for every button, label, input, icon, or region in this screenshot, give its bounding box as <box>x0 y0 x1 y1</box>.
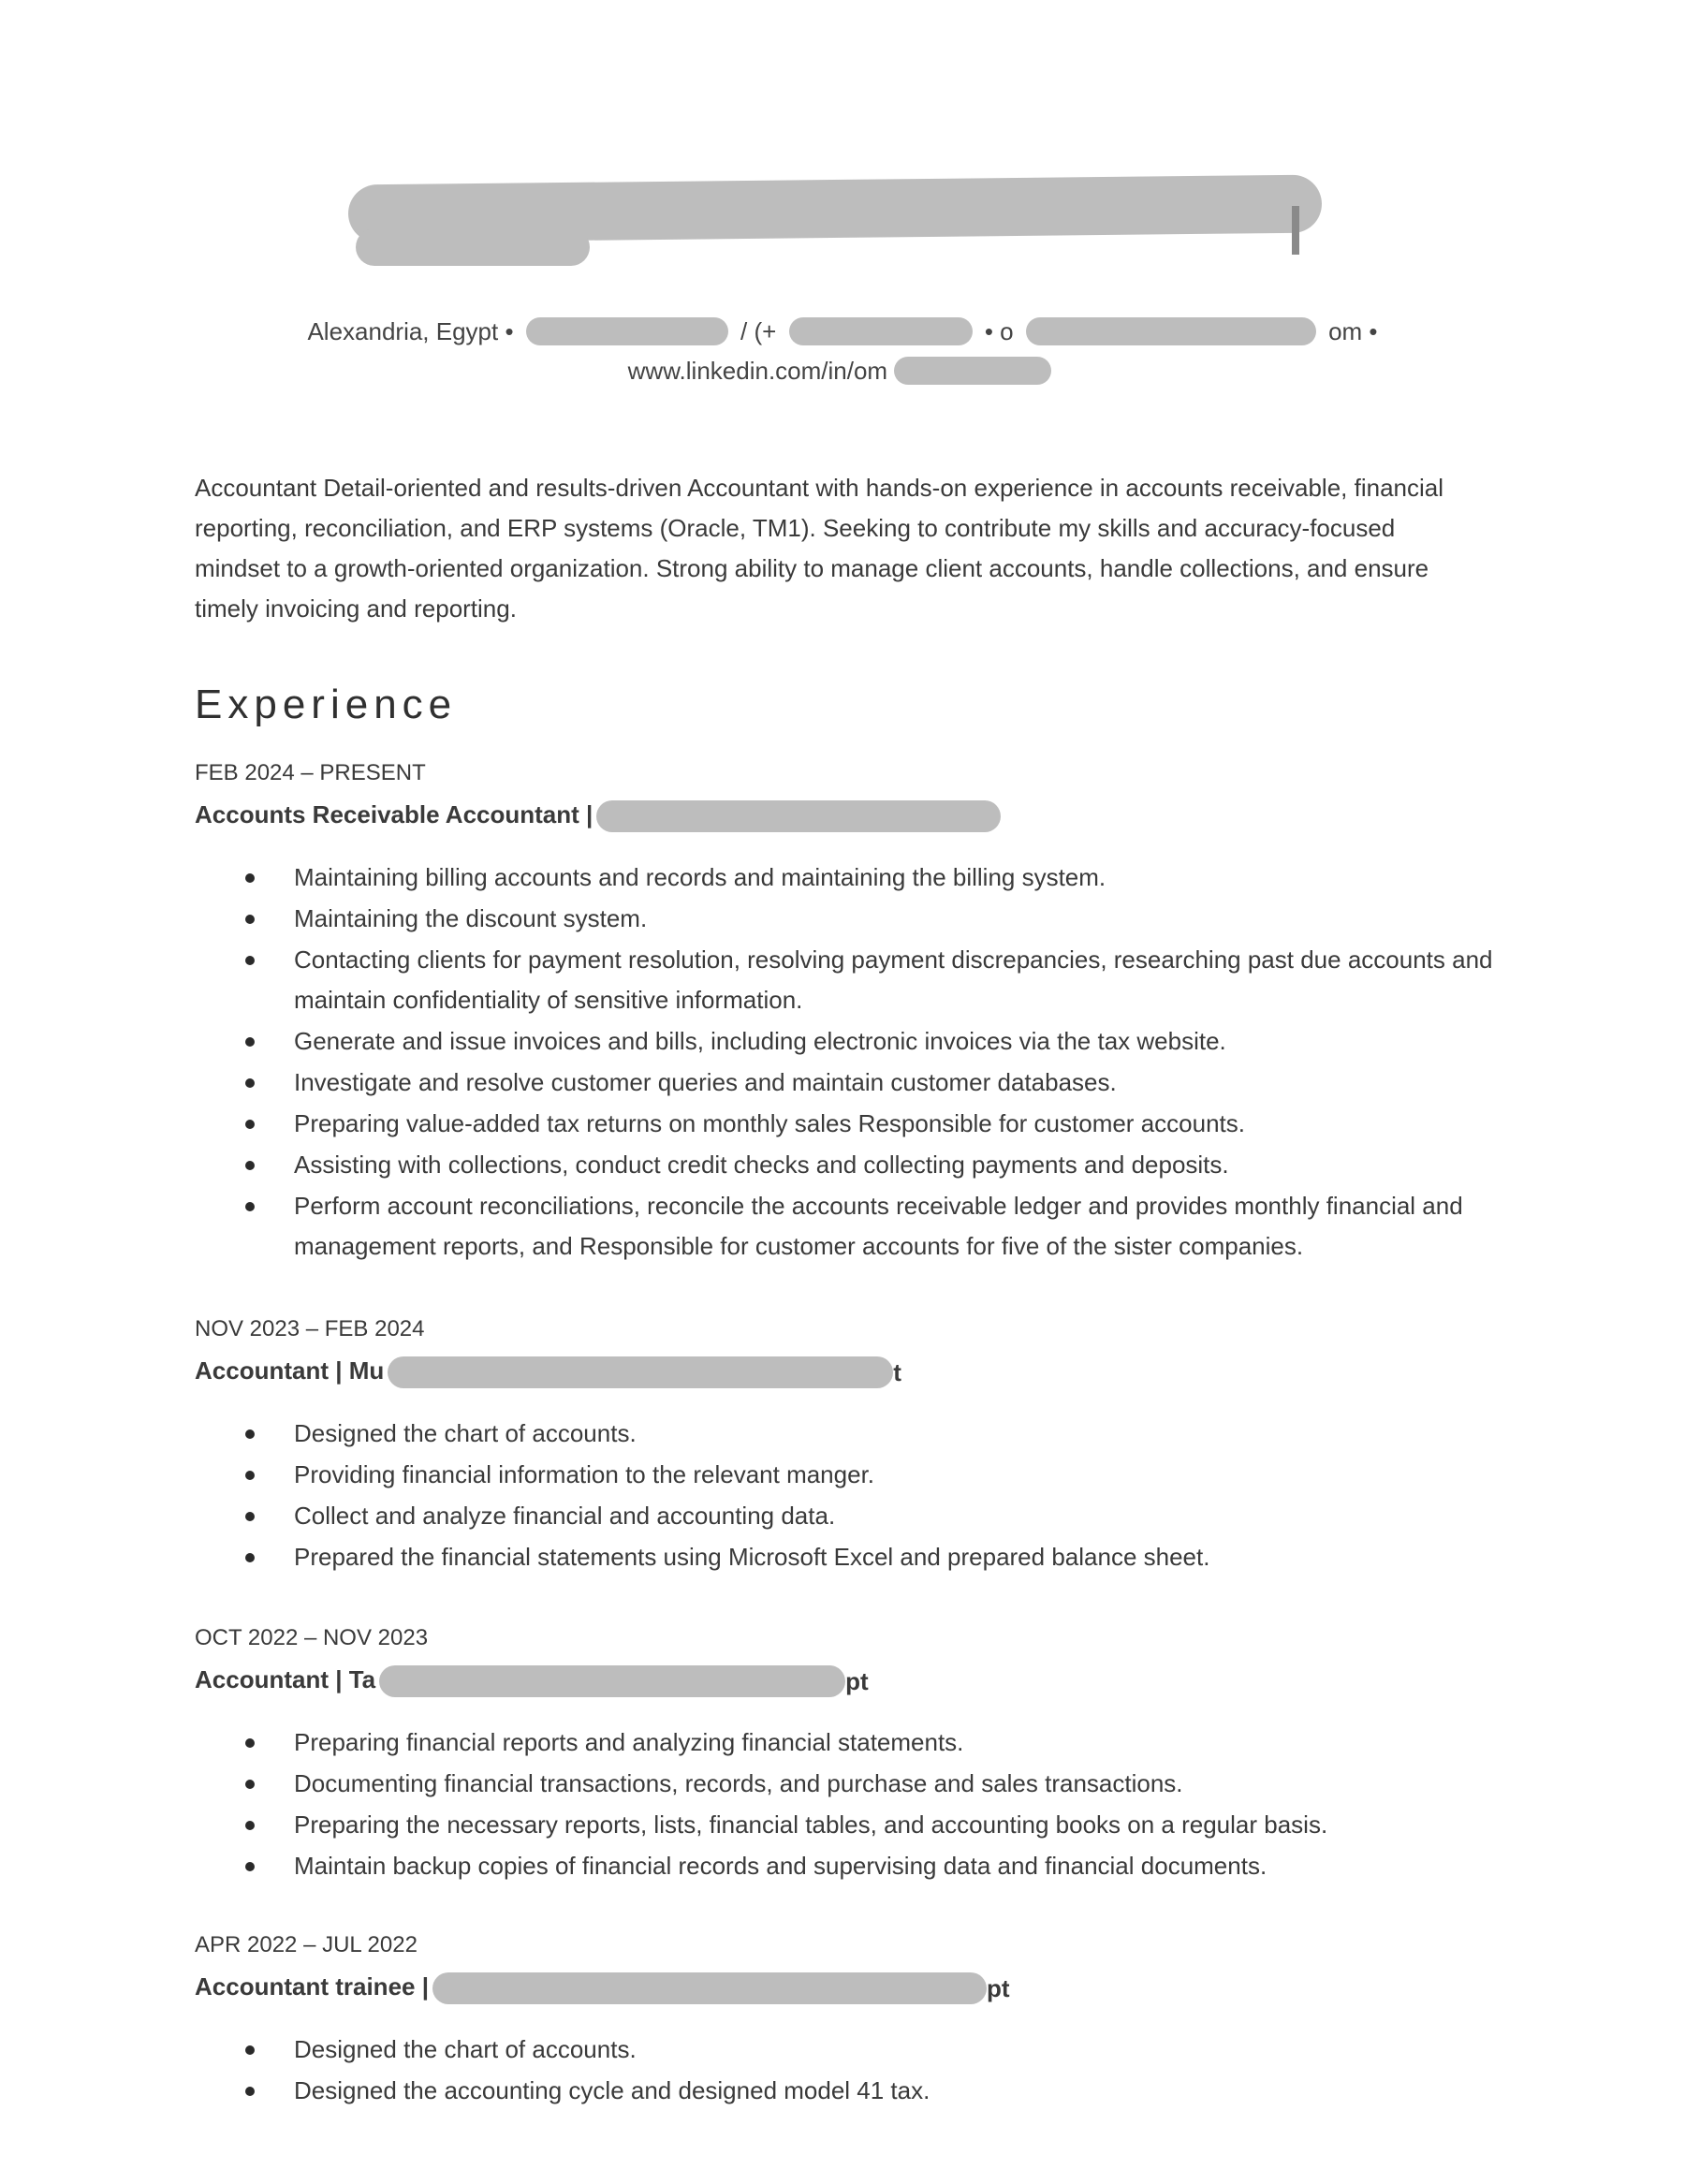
list-item: Contacting clients for payment resolution, resolving payment discrepancies, researching past due accounts and maintain confidentiality of sensitive information. <box>195 940 1505 1020</box>
job-date: NOV 2023 – FEB 2024 <box>195 1316 425 1341</box>
contact-location: Alexandria, Egypt • <box>307 317 514 346</box>
list-item: Assisting with collections, conduct credit checks and collecting payments and deposits. <box>195 1145 1505 1185</box>
list-item: Preparing the necessary reports, lists, financial tables, and accounting books on a regular basis. <box>195 1805 1505 1845</box>
list-item: Preparing value-added tax returns on monthly sales Responsible for customer accounts. <box>195 1104 1505 1144</box>
list-item: Maintain backup copies of financial records and supervising data and financial documents. <box>195 1846 1505 1886</box>
employer-redaction <box>596 800 1001 832</box>
list-item: Maintaining the discount system. <box>195 899 1505 939</box>
job-entry <box>195 1620 1505 1887</box>
list-item: Maintaining billing accounts and records and maintaining the billing system. <box>195 857 1505 898</box>
list-item: Perform account reconciliations, reconcile the accounts receivable ledger and provides monthly financial and management reports, and Responsible for customer accounts for five of the sister companies. <box>195 1186 1505 1267</box>
contact-line <box>0 309 1685 352</box>
job-title-tail: pt <box>986 1974 1010 2003</box>
job-title <box>195 1352 1505 1393</box>
contact-redaction-3 <box>1026 317 1316 345</box>
job-title-text: Accountant | Mu <box>195 1356 385 1385</box>
name-fragment-right <box>1292 206 1299 255</box>
job-date: APR 2022 – JUL 2022 <box>195 1932 418 1957</box>
duties-list <box>195 1722 1505 1886</box>
employer-redaction <box>432 1972 987 2004</box>
contact-email-tail: om • <box>1328 317 1378 346</box>
job-title-text: Accounts Receivable Accountant | <box>195 800 593 828</box>
profile-summary: Accountant Detail-oriented and results-driven Accountant with hands-on experience in accounts receivable, financial reporting, reconciliation, and ERP systems (Oracle, TM1). Seeking to contribute my skills and accuracy-focused mindset to a growth-oriented organization. Strong ability to manage client accounts, handle collections, and ensure timely invoicing and reporting. <box>195 474 1443 623</box>
contact-email-fragment: • o <box>984 317 1014 346</box>
linkedin-line <box>0 348 1685 391</box>
job-title-text: Accountant | Ta <box>195 1665 376 1693</box>
linkedin-redaction <box>894 357 1051 385</box>
list-item: Investigate and resolve customer queries and maintain customer databases. <box>195 1063 1505 1103</box>
job-title-text: Accountant trainee | <box>195 1972 429 2001</box>
list-item: Providing financial information to the relevant manger. <box>195 1455 1505 1495</box>
job-title <box>195 1661 1505 1702</box>
duties-list <box>195 1414 1505 1577</box>
duties-list <box>195 2030 1505 2111</box>
contact-phone-fragment: / (+ <box>740 317 777 346</box>
duties-list <box>195 857 1505 1267</box>
job-entry <box>195 1311 1505 1578</box>
list-item: Collect and analyze financial and accounting data. <box>195 1496 1505 1536</box>
job-entry <box>195 1927 1505 2112</box>
employer-redaction <box>388 1356 893 1388</box>
list-item: Preparing financial reports and analyzing financial statements. <box>195 1722 1505 1763</box>
job-title <box>195 1968 1505 2009</box>
employer-redaction <box>379 1665 845 1697</box>
name-redaction-tail <box>356 228 590 266</box>
linkedin-url[interactable]: www.linkedin.com/in/om <box>627 357 888 386</box>
job-date: FEB 2024 – PRESENT <box>195 760 426 785</box>
contact-redaction-1 <box>526 317 728 345</box>
job-title <box>195 796 1505 837</box>
job-title-tail: pt <box>845 1667 869 1696</box>
job-title-tail: t <box>893 1358 901 1387</box>
list-item: Documenting financial transactions, records, and purchase and sales transactions. <box>195 1764 1505 1804</box>
list-item: Designed the chart of accounts. <box>195 2030 1505 2070</box>
list-item: Designed the chart of accounts. <box>195 1414 1505 1454</box>
list-item: Designed the accounting cycle and designed model 41 tax. <box>195 2071 1505 2111</box>
experience-heading: Experience <box>195 682 458 727</box>
job-date: OCT 2022 – NOV 2023 <box>195 1625 429 1650</box>
list-item: Generate and issue invoices and bills, including electronic invoices via the tax website. <box>195 1021 1505 1062</box>
job-entry <box>195 755 1505 1268</box>
contact-redaction-2 <box>789 317 973 345</box>
list-item: Prepared the financial statements using Microsoft Excel and prepared balance sheet. <box>195 1537 1505 1577</box>
